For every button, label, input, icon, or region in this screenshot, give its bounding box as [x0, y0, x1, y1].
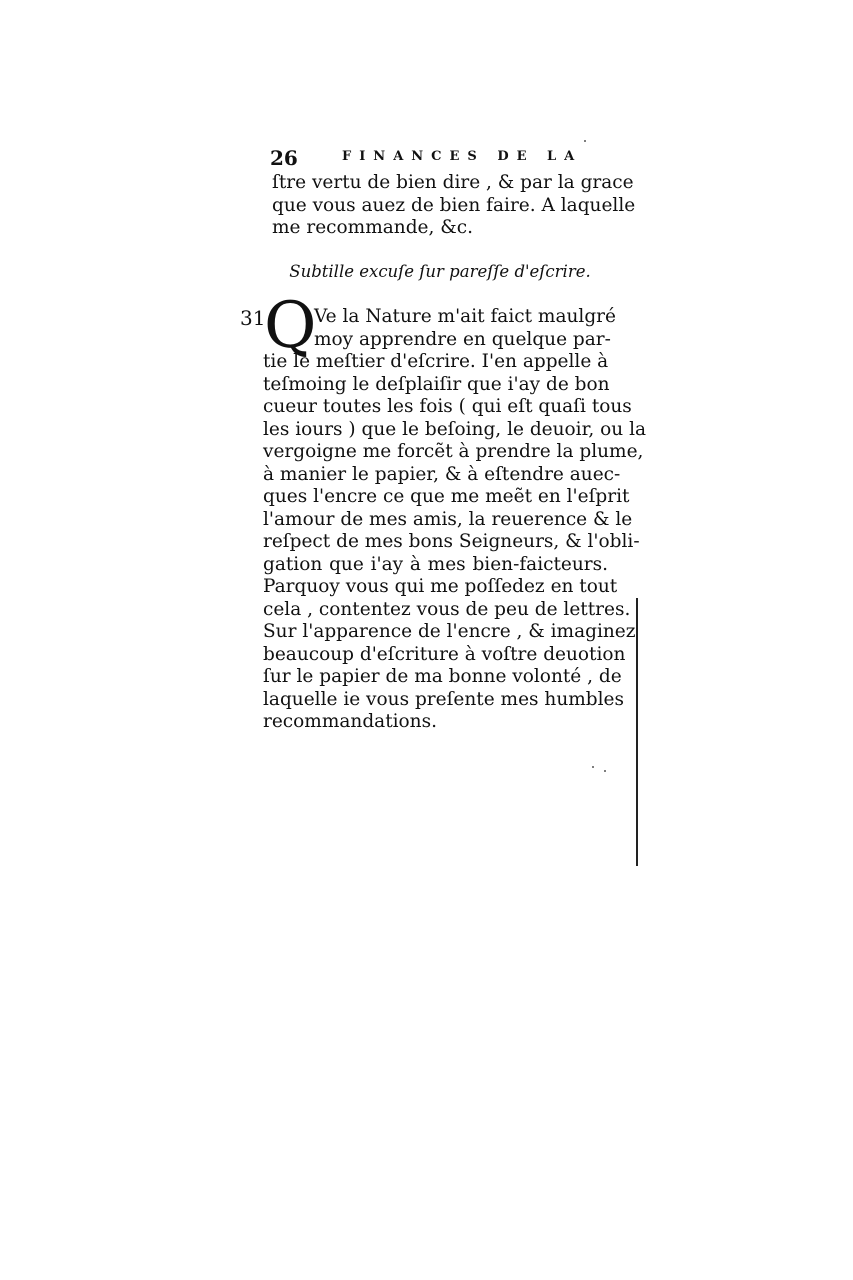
text-line: ſur le papier de ma bonne volonté , de: [263, 666, 622, 687]
text-line: Sur l'apparence de l'encre , & imaginez: [263, 621, 636, 642]
text-line: recommandations.: [263, 711, 437, 732]
text-line: moy apprendre en quelque par-: [314, 328, 611, 350]
text-line: ques l'encre ce que me meẽt en l'eſprit: [263, 486, 630, 507]
text-line: tie le meſtier d'eſcrire. I'en appelle à: [263, 351, 609, 372]
text-line: à manier le papier, & à eſtendre auec-: [263, 463, 621, 485]
text-line: reſpect de mes bons Seigneurs, & l'obli-: [263, 531, 640, 552]
text-line: me recommande, &c.: [272, 217, 473, 238]
section-number: 31: [240, 306, 266, 330]
text-line: cueur toutes les fois ( qui eſt quaſi tous: [263, 396, 632, 417]
text-line: Ve la Nature m'ait faict maulgré: [314, 306, 616, 327]
text-line: ſtre vertu de bien dire , & par la grace: [272, 172, 634, 193]
running-title: FINANCES DE LA: [342, 149, 583, 164]
text-line: les iours ) que le beſoing, le deuoir, ou la: [263, 418, 647, 440]
text-line: gation que i'ay à mes bien-faicteurs.: [263, 553, 608, 575]
drop-cap-letter: Q: [264, 289, 317, 363]
continuation-text: [272, 172, 636, 240]
paragraph-body: [263, 351, 647, 734]
text-line: cela , contentez vous de peu de lettres.: [263, 598, 631, 620]
text-line: vergoigne me forcẽt à prendre la plume,: [263, 441, 644, 462]
section-heading: Subtille excuſe ſur pareſſe d'eſcrire.: [289, 262, 591, 281]
margin-rule: [636, 598, 638, 866]
text-line: teſmoing le deſplaiſir que i'ay de bon: [263, 373, 610, 395]
text-line: que vous auez de bien faire. A laquelle: [272, 194, 636, 216]
text-line: beaucoup d'eſcriture à voſtre deuotion: [263, 643, 626, 665]
text-line: l'amour de mes amis, la reuerence & le: [263, 508, 633, 530]
print-speck: [604, 770, 606, 772]
paragraph-opening: [314, 306, 616, 351]
text-line: laquelle ie vous preſente mes humbles: [263, 688, 624, 710]
page-number: 26: [270, 146, 298, 170]
text-line: Parquoy vous qui me poſſedez en tout: [263, 576, 618, 597]
print-speck: [584, 140, 586, 142]
page-header: [270, 146, 610, 170]
print-speck: [592, 766, 594, 768]
